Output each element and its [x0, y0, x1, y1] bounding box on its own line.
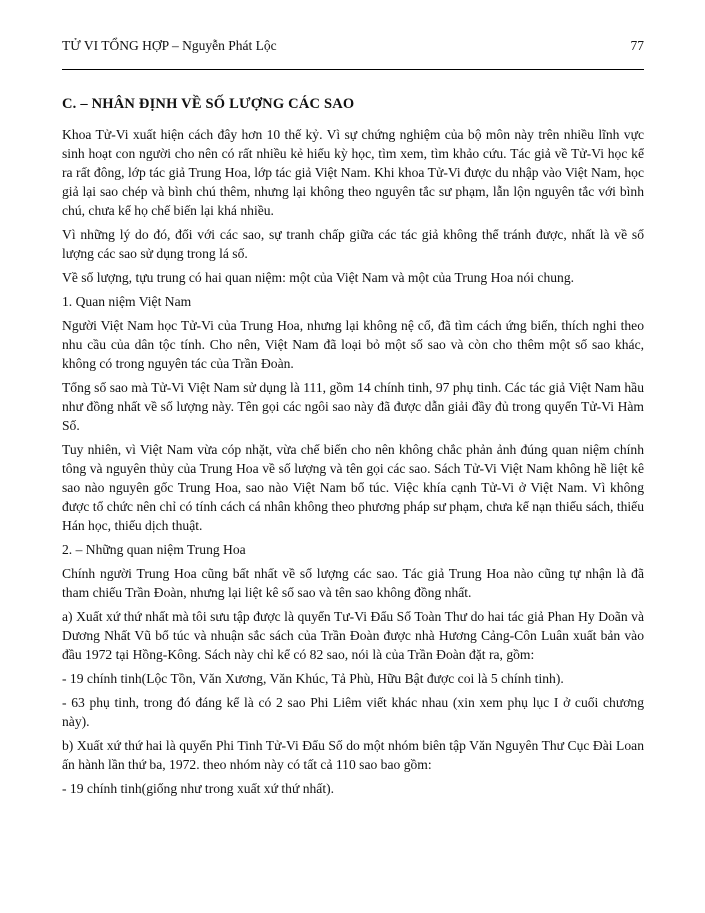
body-text — [62, 125, 644, 798]
running-header — [62, 36, 644, 55]
list-item: - 19 chính tinh(giống như trong xuất xứ thứ nhất). — [62, 781, 335, 796]
paragraph: Tổng số sao mà Tử-Vi Việt Nam sử dụng là 111, gồm 14 chính tinh, 97 phụ tinh. Các tác giả Việt Nam hầu như đồng nhất về số lượng này. Tên gọi các ngôi sao này đã được dẫn giải đầy đủ trong quyển Tử-Vi Hàm Số. — [62, 380, 644, 433]
paragraph: Về số lượng, tựu trung có hai quan niệm: một của Việt Nam và một của Trung Hoa nói chung. — [62, 270, 575, 285]
book-title: TỬ VI TỔNG HỢP – Nguyễn Phát Lộc — [62, 38, 277, 53]
list-item: - 63 phụ tinh, trong đó đáng kể là có 2 sao Phi Liêm viết khác nhau (xin xem phụ lục I ở cuối chương này). — [62, 695, 644, 729]
section-heading: C. – NHÂN ĐỊNH VỀ SỐ LƯỢNG CÁC SAO — [62, 96, 355, 112]
paragraph: Chính người Trung Hoa cũng bất nhất về số lượng các sao. Tác giả Trung Hoa nào cũng tự nhận là đã tham chiếu Trần Đoàn, nhưng lại liệt kê số sao và tên sao không đồng nhất. — [62, 566, 644, 600]
header-rule — [62, 69, 644, 70]
paragraph: b) Xuất xứ thứ hai là quyển Phi Tinh Tử-Vi Đẩu Số do một nhóm biên tập Văn Nguyên Thư Cục Đài Loan ấn hành lần thứ ba, 1972. theo nhóm này có tất cả 110 sao bao gồm: — [62, 738, 644, 772]
subheading-viet-nam: 1. Quan niệm Việt Nam — [62, 294, 192, 309]
list-item: - 19 chính tinh(Lộc Tồn, Văn Xương, Văn Khúc, Tả Phù, Hữu Bật được coi là 5 chính tinh). — [62, 671, 564, 686]
paragraph: Khoa Tử-Vi xuất hiện cách đây hơn 10 thế kỷ. Vì sự chứng nghiệm của bộ môn này trên nhiều lĩnh vực sinh hoạt con người cho nên có rất nhiều kẻ hiếu kỳ học, tìm xem, tìm khảo cứu. Tác giả về Tử-Vi học kể ra rất đông, lớp tác giả Trung Hoa, lớp tác giả Việt Nam. Khi khoa Tử-Vi được du nhập vào Việt Nam, học giả lại sao chép và bình chú thêm, nhưng lại không theo nguyên tắc sư phạm, lẫn lộn nguyên tắc với bình chú, chưa kể họ chế biến lại khá nhiều. — [62, 127, 644, 218]
subheading-trung-hoa: 2. – Những quan niệm Trung Hoa — [62, 542, 246, 557]
paragraph: Tuy nhiên, vì Việt Nam vừa cóp nhặt, vừa chế biến cho nên không chắc phản ảnh đúng quan niệm chính tông và nguyên thủy của Trung Hoa về số lượng và tên gọi các sao. Sách Tử-Vi Việt Nam không hề liệt kê sao nào nguyên gốc Trung Hoa, sao nào Việt Nam bổ túc. Việc khía cạnh Tử-Vi ở Việt Nam. Vì không được tổ chức nên chỉ có tính cách cá nhân không theo phương pháp sư phạm, chưa kể nạn thiếu sách, thiếu Hán học, thiếu dịch thuật. — [62, 442, 644, 533]
paragraph: a) Xuất xứ thứ nhất mà tôi sưu tập được là quyển Tư-Vi Đẩu Số Toàn Thư do hai tác giả Phan Hy Doãn và Dương Nhất Vũ bổ túc và nhuận sắc sách của Trần Đoàn được nhà Hương Cảng-Côn Luân xuất bản vào đầu 1972 tại Hồng-Kông. Sách này chỉ kể có 82 sao, nói là của Trần Đoàn đặt ra, gồm: — [62, 609, 644, 662]
paragraph: Người Việt Nam học Tử-Vi của Trung Hoa, nhưng lại không nệ cổ, đã tìm cách ứng biến, thích nghi theo nhu cầu của dân tộc tính. Cho nên, Việt Nam đã loại bỏ một số sao và còn cho thêm một số sao khác, không có trong nguyên tác của Trần Đoàn. — [62, 318, 644, 371]
paragraph: Vì những lý do đó, đối với các sao, sự tranh chấp giữa các tác giả không thể tránh được, nhất là về số lượng các sao sử dụng trong lá số. — [62, 227, 644, 261]
page-number: 77 — [630, 38, 644, 53]
